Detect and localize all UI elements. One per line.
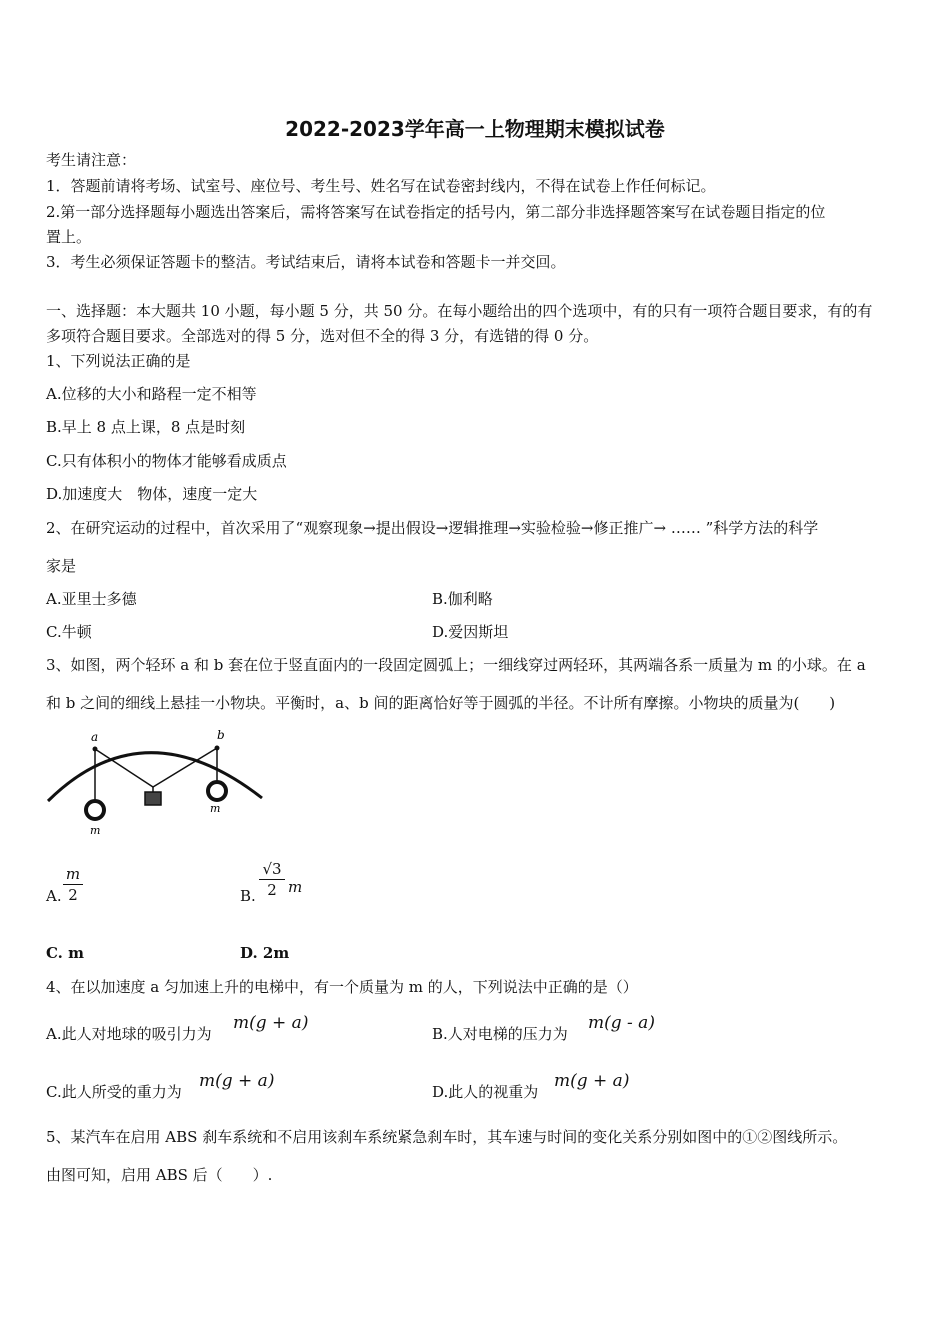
q5-stem-line1: 5、某汽车在启用 ABS 刹车系统和不启用该刹车系统紧急刹车时，其车速与时间的变化关系分别如图中的①②图线所示。 bbox=[46, 1128, 848, 1146]
q2-option-d: D.爱因斯坦 bbox=[432, 623, 509, 641]
q4-option-d-expr: m(g + a) bbox=[554, 1071, 630, 1091]
label-m-right: m bbox=[210, 802, 221, 815]
ball-right bbox=[208, 782, 226, 800]
label-a: a bbox=[91, 730, 99, 744]
q1-option-b: B.早上 8 点上课，8 点是时刻 bbox=[46, 418, 246, 436]
q2-option-a: A.亚里士多德 bbox=[46, 590, 137, 608]
q3-option-b-label: B. bbox=[240, 887, 256, 905]
block-weight bbox=[145, 792, 161, 805]
q3-option-a-label: A. bbox=[46, 887, 62, 905]
q1-option-c: C.只有体积小的物体才能够看成质点 bbox=[46, 452, 287, 470]
notice-item-2-cont: 置上。 bbox=[46, 228, 92, 246]
q1-stem: 1、下列说法正确的是 bbox=[46, 352, 191, 370]
q3-option-b-fraction bbox=[259, 860, 285, 899]
fraction-bar bbox=[63, 884, 83, 885]
q1-option-d: D.加速度大 物体，速度一定大 bbox=[46, 485, 258, 503]
ring-a bbox=[93, 747, 98, 752]
section-intro-line2: 多项符合题目要求。全部选对的得 5 分，选对但不全的得 3 分，有选错的得 0 分。 bbox=[46, 327, 599, 345]
ring-b bbox=[215, 746, 220, 751]
notice-heading: 考生请注意： bbox=[46, 151, 137, 169]
ball-left bbox=[86, 801, 104, 819]
label-m-left: m bbox=[90, 824, 101, 837]
q2-option-b: B.伽利略 bbox=[432, 590, 493, 608]
q1-option-a: A.位移的大小和路程一定不相等 bbox=[46, 385, 257, 403]
q3-b-denominator: 2 bbox=[267, 881, 277, 899]
q3-stem-line1: 3、如图，两个轻环 a 和 b 套在位于竖直面内的一段固定圆弧上；一细线穿过两轻环，其两端各系一质量为 m 的小球。在 a bbox=[46, 656, 866, 674]
q3-a-numerator: m bbox=[65, 865, 81, 883]
q4-option-a-text: A.此人对地球的吸引力为 bbox=[46, 1025, 212, 1043]
q3-option-b-suffix: m bbox=[288, 878, 303, 896]
q2-stem-line1: 2、在研究运动的过程中，首次采用了“观察现象→提出假设→逻辑推理→实验检验→修正推广→ …… ”科学方法的科学 bbox=[46, 519, 819, 537]
q3-option-c: C. m bbox=[46, 944, 84, 962]
notice-item-3: 3．考生必须保证答题卡的整洁。考试结束后，请将本试卷和答题卡一并交回。 bbox=[46, 253, 566, 271]
q3-option-d: D. 2m bbox=[240, 944, 290, 962]
label-b: b bbox=[217, 728, 225, 742]
q4-stem: 4、在以加速度 a 匀加速上升的电梯中，有一个质量为 m 的人，下列说法中正确的是（） bbox=[46, 978, 638, 996]
q4-option-d-text: D.此人的视重为 bbox=[432, 1083, 539, 1101]
page-title: 2022-2023学年高一上物理期末模拟试卷 bbox=[285, 117, 665, 141]
q5-stem-line2: 由图可知，启用 ABS 后（ ）. bbox=[46, 1166, 273, 1184]
q3-a-denominator: 2 bbox=[68, 886, 78, 904]
q2-option-c: C.牛顿 bbox=[46, 623, 92, 641]
fraction-bar bbox=[259, 879, 285, 880]
q4-option-b-expr: m(g - a) bbox=[588, 1013, 655, 1033]
notice-item-1: 1．答题前请将考场、试室号、座位号、考生号、姓名写在试卷密封线内，不得在试卷上作任何标记。 bbox=[46, 177, 716, 195]
q3-b-numerator: √3 bbox=[262, 860, 282, 878]
section-intro-line1: 一、选择题：本大题共 10 小题，每小题 5 分，共 50 分。在每小题给出的四个选项中，有的只有一项符合题目要求，有的有 bbox=[46, 302, 873, 320]
q4-option-a-expr: m(g + a) bbox=[233, 1013, 309, 1033]
q4-option-b-text: B.人对电梯的压力为 bbox=[432, 1025, 568, 1043]
q3-option-a-fraction bbox=[63, 865, 83, 904]
q4-option-c-expr: m(g + a) bbox=[199, 1071, 275, 1091]
q3-stem-line2: 和 b 之间的细线上悬挂一小物块。平衡时，a、b 间的距离恰好等于圆弧的半径。不计所有摩擦。小物块的质量为( ) bbox=[46, 694, 836, 712]
q2-stem-line2: 家是 bbox=[46, 557, 77, 575]
q3-figure-arc-rings bbox=[44, 726, 269, 838]
notice-item-2: 2.第一部分选择题每小题选出答案后，需将答案写在试卷指定的括号内，第二部分非选择题答案写在试卷题目指定的位 bbox=[46, 203, 826, 221]
q4-option-c-text: C.此人所受的重力为 bbox=[46, 1083, 182, 1101]
